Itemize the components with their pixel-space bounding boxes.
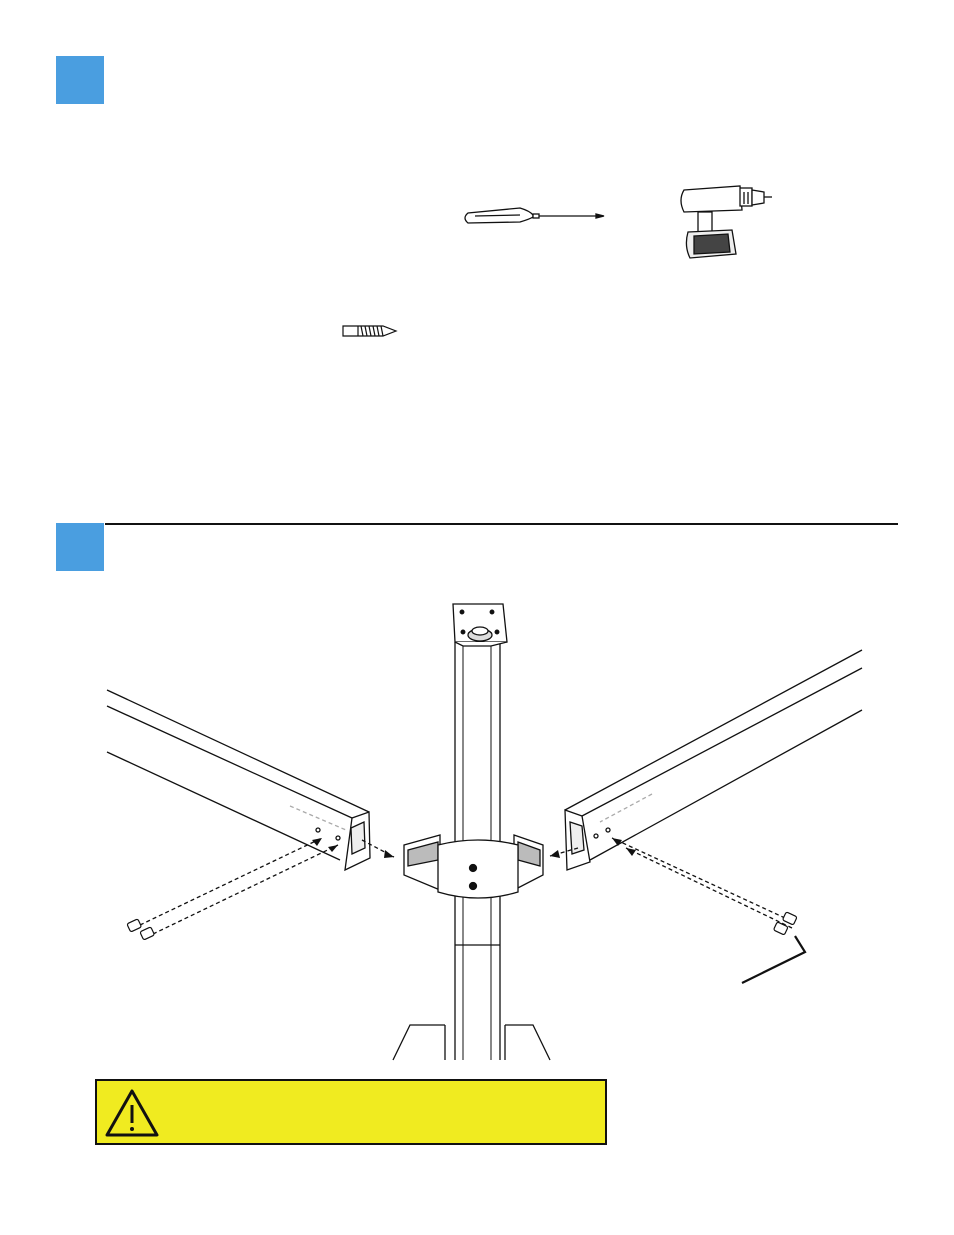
left-beam [107,690,370,870]
screwdriver-icon [465,208,604,223]
center-bracket [404,835,543,898]
wall-anchor-icon [343,326,396,336]
right-beam [565,650,862,870]
screws [127,912,797,940]
center-column [393,604,550,1060]
warning-triangle-icon [103,1087,161,1139]
warning-box [95,1079,607,1145]
power-drill-icon [681,186,772,258]
hex-key-icon [742,936,805,983]
